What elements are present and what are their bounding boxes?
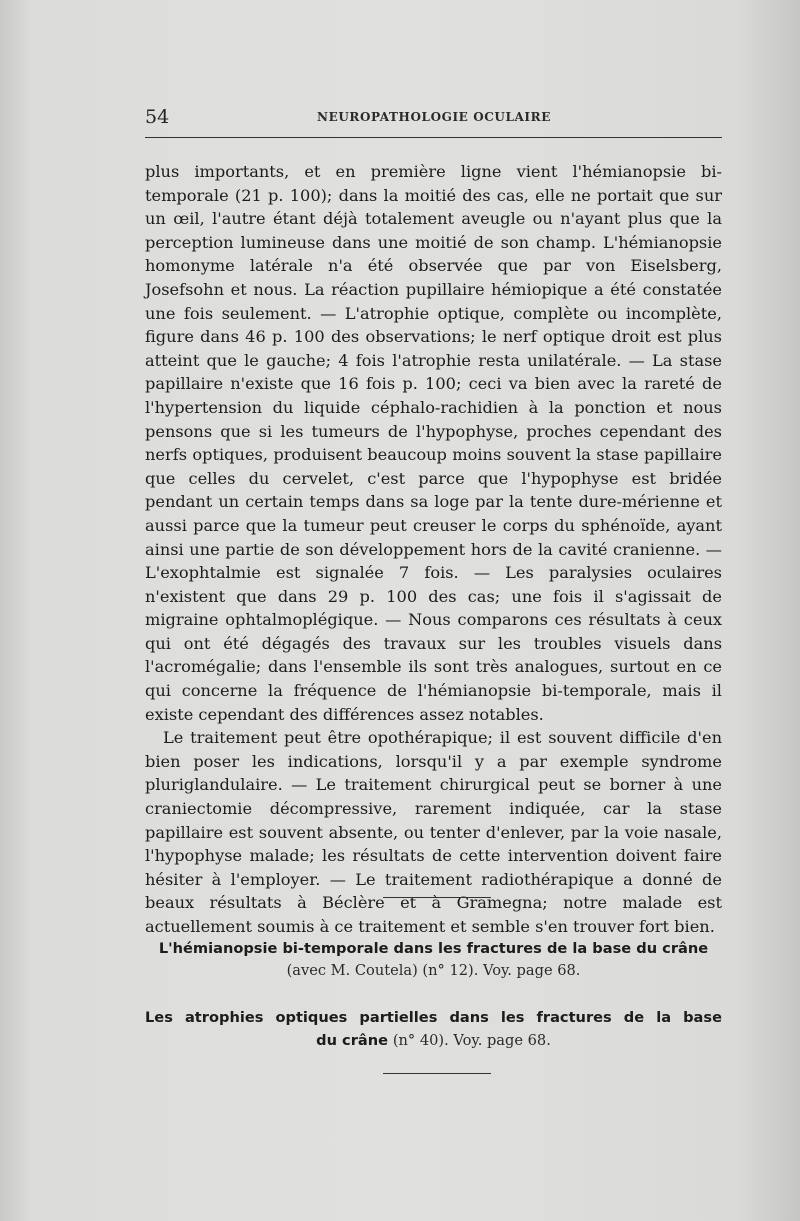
reference-entry-2 [145,1007,722,1052]
section-divider [383,897,491,898]
reference-title-end: du crâne [316,1032,389,1049]
paragraph-1: plus importants, et en première ligne vient l'hémianopsie bi-temporale (21 p. 100); dans la moitié des cas, elle ne portait que sur un œil, l'autre étant déjà totalement aveugle ou n'ayant plus que la perception lumineuse dans une moitié de son champ. L'hémianopsie homonyme latérale n'a été observée que par von Eiselsberg, Josefsohn et nous. La réaction pupillaire hémiopique a été constatée une fois seulement. — L'atrophie optique, complète ou incomplète, figure dans 46 p. 100 des observations; le nerf optique droit est plus atteint que le gauche; 4 fois l'atrophie resta unilatérale. — La stase papillaire n'existe que 16 fois p. 100; ceci va bien avec la rareté de l'hypertension du liquide céphalo-rachidien à la ponction et nous pensons que si les tumeurs de l'hypophyse, proches cependant des nerfs optiques, produisent beaucoup moins souvent la stase papillaire que celles du cervelet, c'est parce que l'hypophyse est bridée pendant un certain temps dans sa loge par la tente dure-mérienne et aussi parce que la tumeur peut creuser le corps du sphénoïde, ayant ainsi une partie de son développement hors de la cavité cranienne. — L'exophtalmie est signalée 7 fois. — Les paralysies oculaires n'existent que dans 29 p. 100 des cas; une fois il s'agissait de migraine ophtalmoplégique. — Nous comparons ces résultats à ceux qui ont été dégagés des travaux sur les troubles visuels dans l'acromégalie; dans l'ensemble ils sont très analogues, surtout en ce qui concerne la fréquence de l'hémianopsie bi-temporale, mais il existe cependant des différences assez notables. [145,162,722,724]
running-title: NEUROPATHOLOGIE OCULAIRE [317,110,551,124]
body-text [145,160,722,939]
header-rule [145,137,722,138]
reference-title: Les atrophies optiques partielles dans les fractures de la base [145,1009,722,1026]
reference-subtitle: (avec M. Coutela) (n° 12). Voy. page 68. [286,962,581,979]
section-divider [383,1073,491,1074]
page-number: 54 [145,106,170,128]
paragraph-2: Le traitement peut être opothérapique; il est souvent difficile d'en bien poser les indications, lorsqu'il y a par exemple syndrome pluriglandulaire. — Le traitement chirurgical peut se borner à une craniectomie décompressive, rarement indiquée, car la stase papillaire est souvent absente, ou tenter d'enlever, par la voie nasale, l'hypophyse malade; les résultats de cette intervention doivent faire hésiter à l'employer. — Le traitement radiothérapique a donné de beaux résultats à Béclère et à Gramegna; notre malade est actuellement soumis à ce traitement et semble s'en trouver fort bien. [145,728,722,936]
reference-subtitle: (n° 40). Voy. page 68. [392,1032,551,1049]
reference-entry-1 [145,938,722,982]
reference-title: L'hémianopsie bi-temporale dans les fractures de la base du crâne [158,940,709,957]
reference-title-continued [145,1029,722,1052]
page-header [145,106,722,132]
